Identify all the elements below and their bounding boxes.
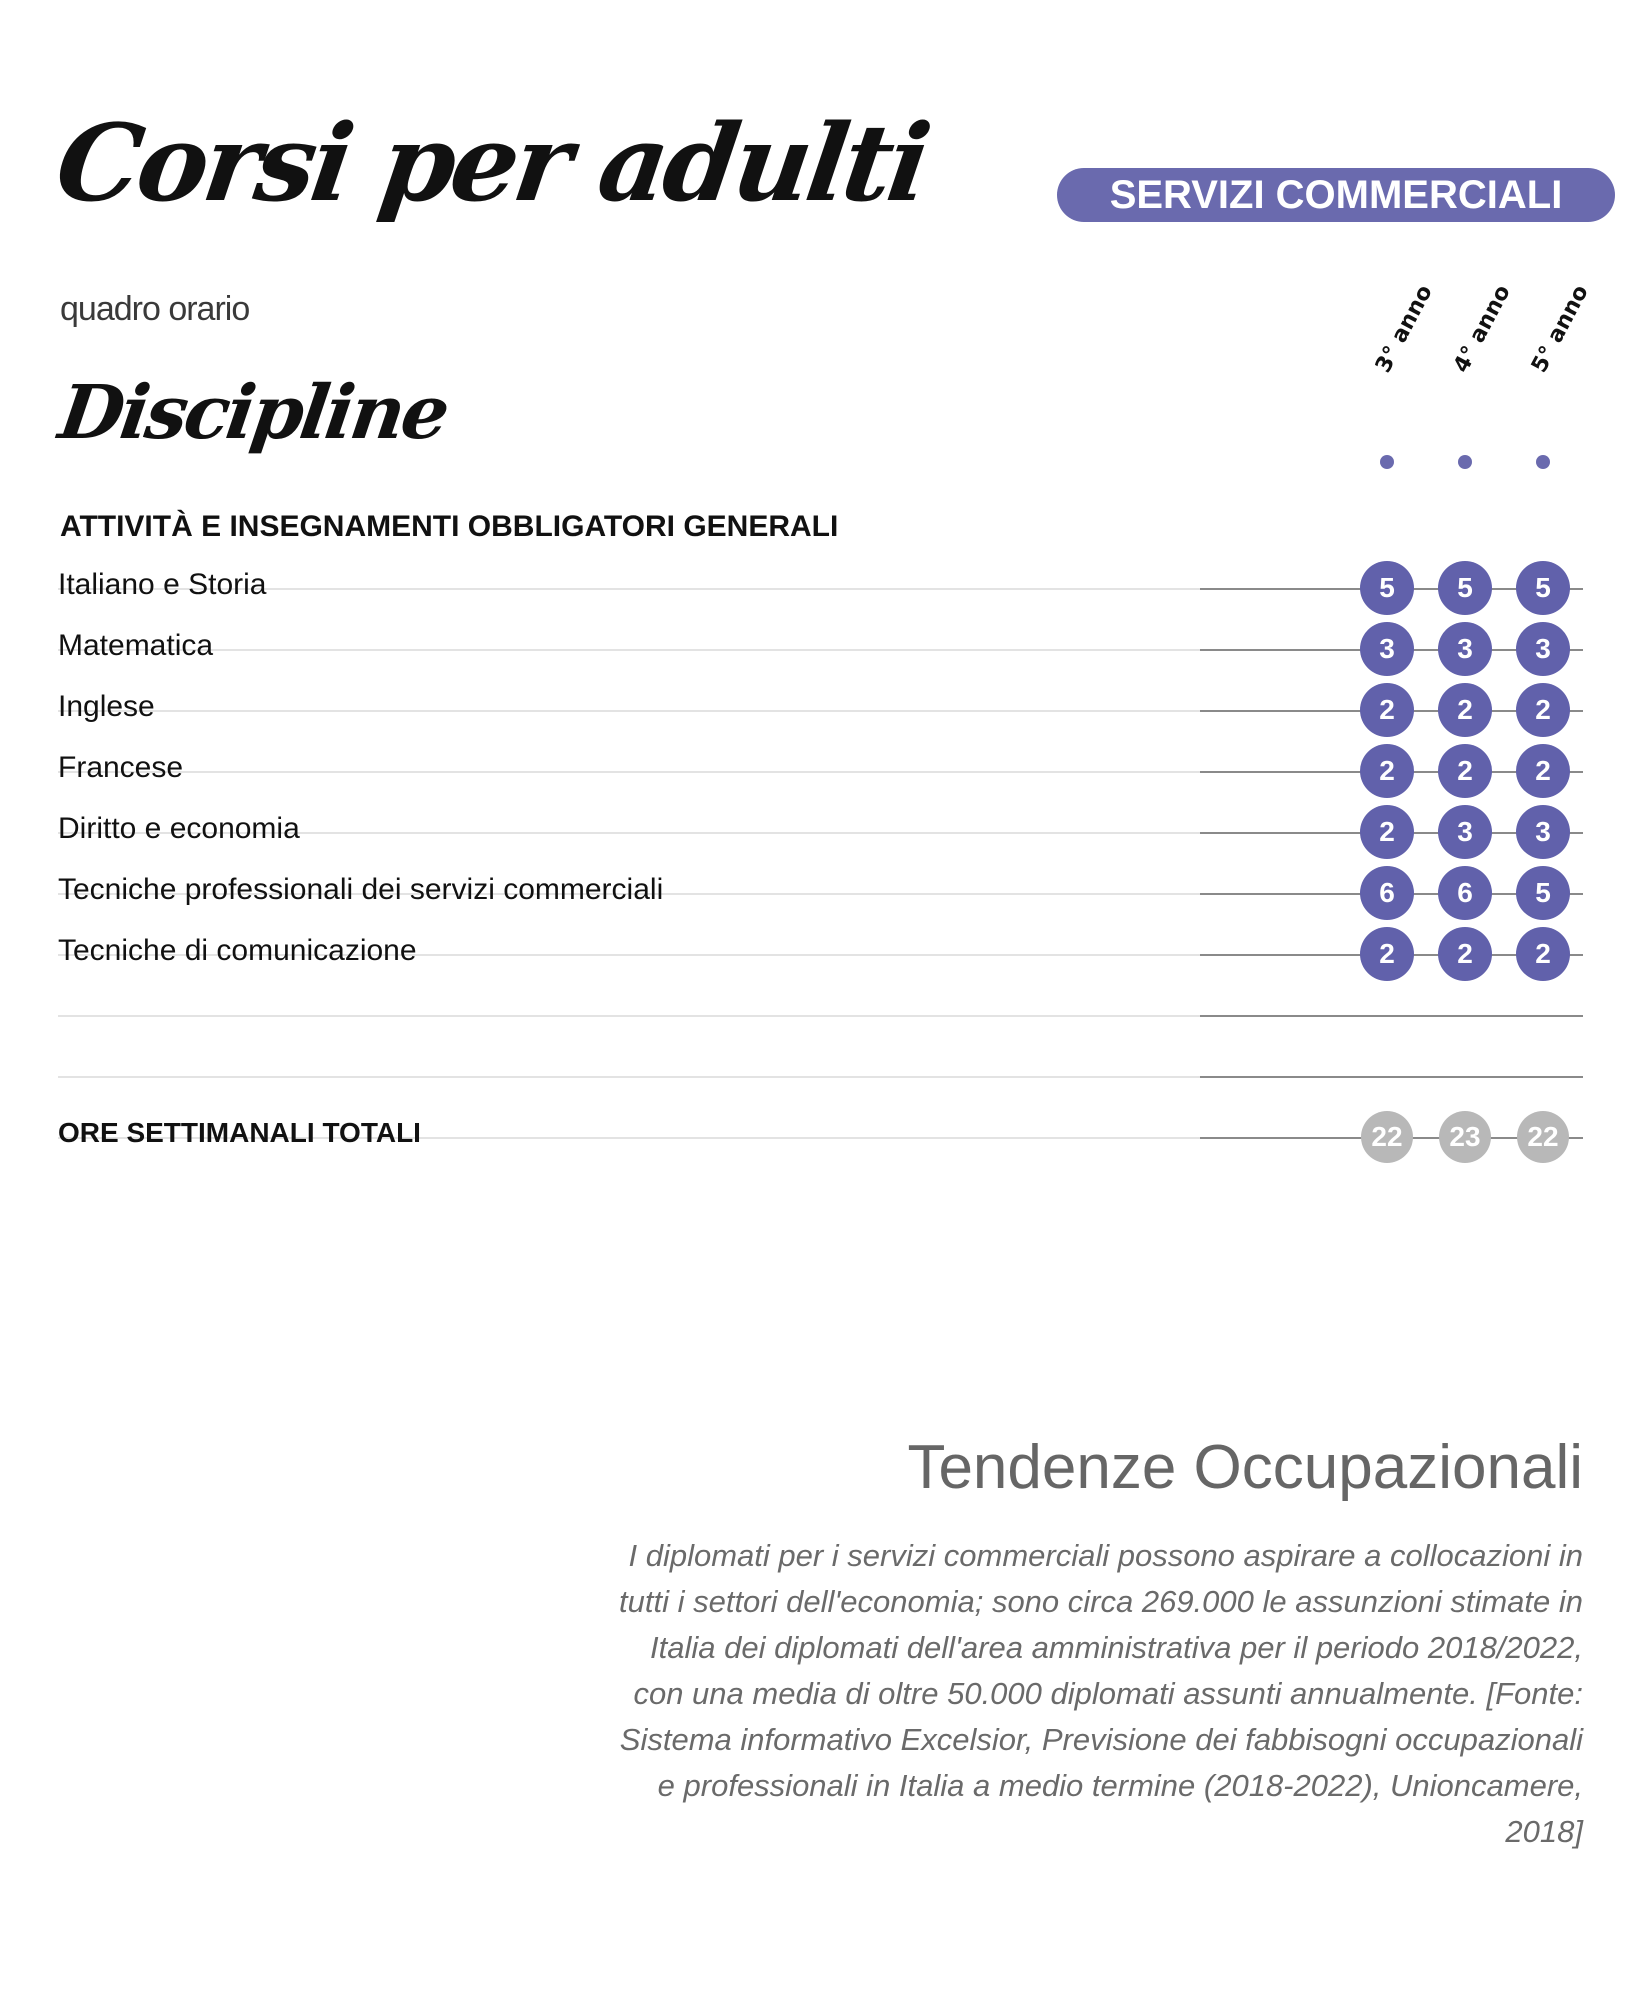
column-header-5: 5° anno [1526,281,1594,377]
total-year-3: 22 [1361,1111,1413,1163]
subject-name: Francese [58,751,184,784]
hours-year-4: 5 [1438,561,1492,615]
empty-row [0,985,1643,1046]
row-divider-dark [1200,1015,1583,1017]
empty-row [0,1046,1643,1107]
hours-year-3: 2 [1360,683,1414,737]
hours-year-4: 3 [1438,622,1492,676]
hours-year-5: 2 [1516,927,1570,981]
table-row [0,741,1643,802]
table-row [0,619,1643,680]
hours-year-5: 2 [1516,683,1570,737]
subject-name: Matematica [58,629,214,662]
hours-year-4: 2 [1438,744,1492,798]
row-divider-dark [1200,1076,1583,1078]
table-row [0,680,1643,741]
hours-year-5: 5 [1516,561,1570,615]
column-dot [1536,455,1550,469]
hours-year-3: 2 [1360,744,1414,798]
hours-year-4: 6 [1438,866,1492,920]
total-year-5: 22 [1517,1111,1569,1163]
course-badge: SERVIZI COMMERCIALI [1057,168,1615,222]
table-row [0,802,1643,863]
hours-year-4: 2 [1438,683,1492,737]
column-header-3: 3° anno [1370,281,1438,377]
hours-year-4: 2 [1438,927,1492,981]
hours-year-5: 3 [1516,805,1570,859]
table-row [0,924,1643,985]
trends-title: Tendenze Occupazionali [907,1433,1583,1502]
table-row [0,863,1643,924]
hours-year-3: 3 [1360,622,1414,676]
hours-year-4: 3 [1438,805,1492,859]
trends-body: I diplomati per i servizi commerciali possono aspirare a collocazioni in tutti i settori dell'economia; sono circa 269.000 le assunzioni stimate in Italia dei diplomati dell'area amministrativa per il periodo 2018/2022, con una media di oltre 50.000 diplomati assunti annualmente. [Fonte: Sistema informativo Excelsior, Previsione dei fabbisogni occupazionali e professionali in Italia a medio termine (2018-2022), Unioncamere, 2018] [619,1538,1583,1849]
hours-year-5: 3 [1516,622,1570,676]
subject-name: Inglese [58,690,155,723]
column-dot [1458,455,1472,469]
totals-label: ORE SETTIMANALI TOTALI [58,1117,421,1148]
hours-year-3: 2 [1360,805,1414,859]
hours-year-3: 6 [1360,866,1414,920]
column-header-4: 4° anno [1448,281,1516,377]
hours-year-5: 2 [1516,744,1570,798]
group-title: ATTIVITÀ E INSEGNAMENTI OBBLIGATORI GENERALI [60,510,839,543]
page-title: Corsi per adulti [49,100,935,225]
hours-year-5: 5 [1516,866,1570,920]
section-title: Discipline [53,370,453,456]
subject-name: Tecniche professionali dei servizi commerciali [58,873,664,906]
hours-year-3: 5 [1360,561,1414,615]
table-row [0,558,1643,619]
subject-name: Italiano e Storia [58,568,267,601]
column-dot [1380,455,1394,469]
hours-year-3: 2 [1360,927,1414,981]
total-year-4: 23 [1439,1111,1491,1163]
subject-name: Diritto e economia [58,812,300,845]
totals-row [0,1107,1643,1168]
subtitle: quadro orario [60,290,250,328]
subject-name: Tecniche di comunicazione [58,934,417,967]
